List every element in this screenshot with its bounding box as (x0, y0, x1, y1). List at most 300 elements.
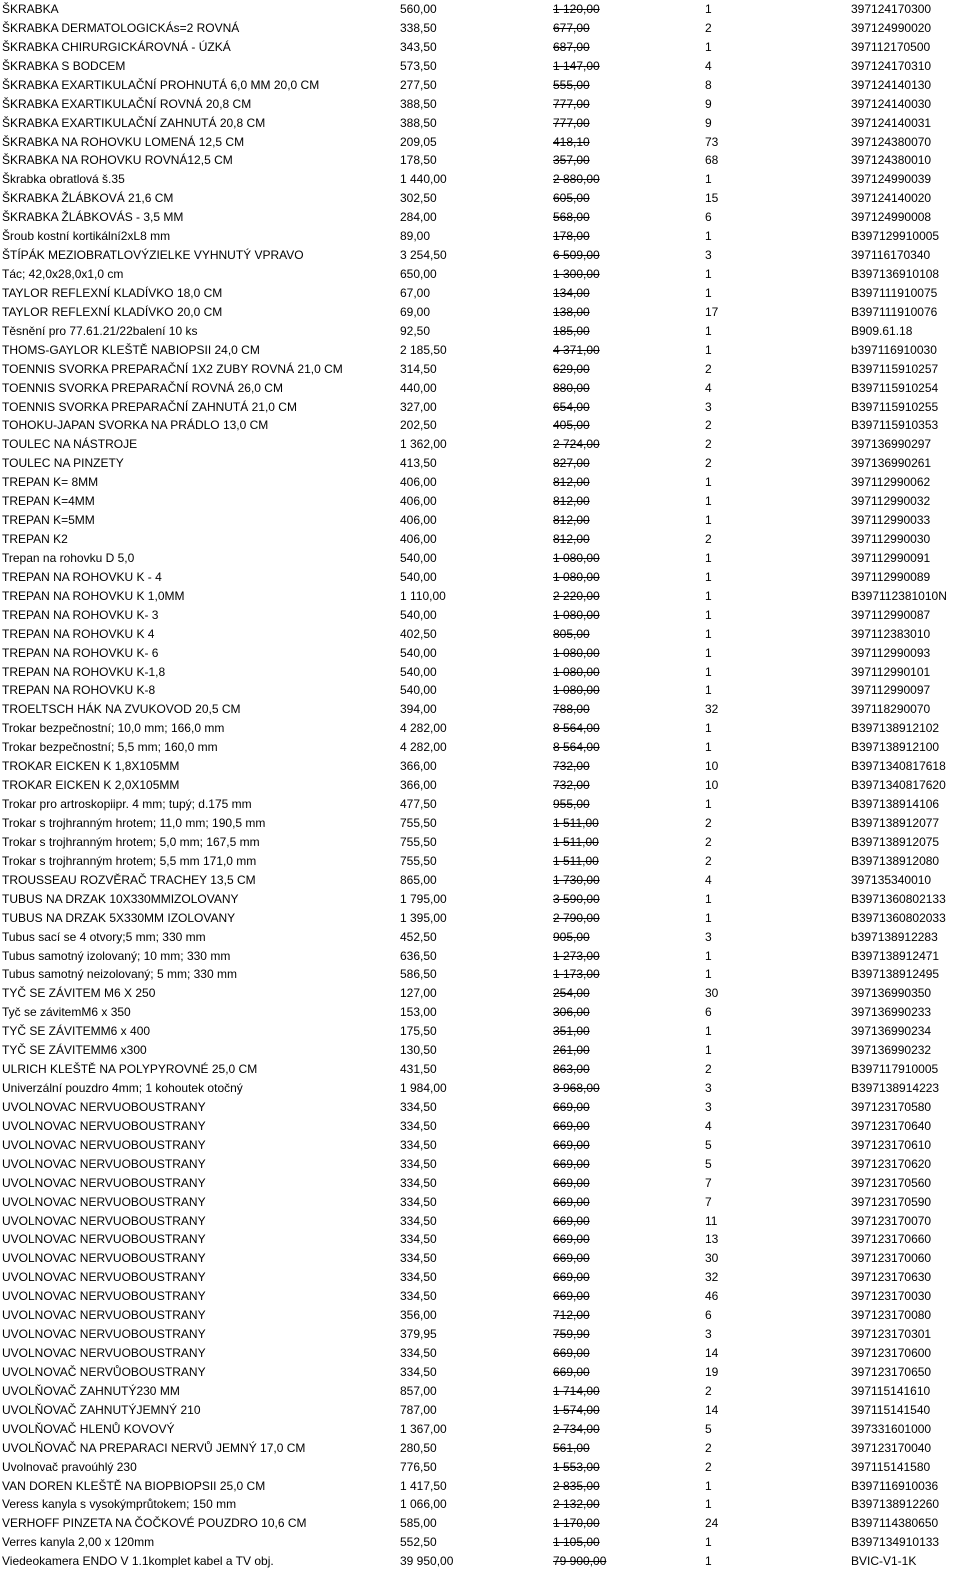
unit-price: 755,50 (400, 853, 437, 868)
item-name: ULRICH KLEŠTĚ NA POLYPYROVNÉ 25,0 CM (2, 1062, 258, 1077)
item-name: UVOLNOVAČ NERVŮOBOUSTRANY (2, 1364, 206, 1379)
item-code: 397112990030 (851, 532, 931, 547)
unit-price: 280,50 (400, 1440, 437, 1455)
item-code: B397138912471 (851, 948, 940, 963)
unit-price: 327,00 (400, 399, 437, 414)
item-name: UVOLNOVAC NERVUOBOUSTRANY (2, 1346, 206, 1361)
quantity: 1 (705, 664, 712, 679)
item-code: 397123170070 (851, 1213, 932, 1228)
table-row (0, 1193, 960, 1212)
item-name: THOMS-GAYLOR KLEŠTĚ NABIOPSII 24,0 CM (2, 342, 260, 357)
original-price: 1 300,00 (553, 267, 600, 282)
item-code: 397124140130 (851, 77, 932, 92)
unit-price: 334,50 (400, 1137, 437, 1152)
original-price: 629,00 (553, 361, 590, 376)
item-code: B397115910257 (851, 361, 939, 376)
item-name: ŠKRABKA (2, 2, 59, 16)
item-name: TREPAN K=4MM (2, 494, 95, 509)
original-price: 605,00 (553, 191, 590, 206)
quantity: 1 (705, 2, 712, 16)
item-name: UVOLNOVAC NERVUOBOUSTRANY (2, 1137, 206, 1152)
table-row (0, 1420, 960, 1439)
quantity: 1 (705, 550, 712, 565)
item-code: 397135340010 (851, 872, 932, 887)
table-row (0, 1136, 960, 1155)
table-row (0, 625, 960, 644)
item-code: B397138912077 (851, 815, 940, 830)
item-code: B397115910255 (851, 399, 939, 414)
table-row (0, 360, 960, 379)
item-code: B909.61.18 (851, 323, 913, 338)
item-name: UVOLŇOVAČ NA PREPARACI NERVŮ JEMNÝ 17,0 CM (2, 1440, 306, 1455)
item-name: ŠKRABKA NA ROHOVKU LOMENÁ 12,5 CM (2, 134, 245, 149)
table-row (0, 681, 960, 700)
original-price: 3 590,00 (553, 891, 600, 906)
unit-price: 787,00 (400, 1402, 437, 1417)
original-price: 732,00 (553, 759, 590, 774)
item-code: 397124140031 (851, 115, 932, 130)
unit-price: 379,95 (400, 1327, 437, 1342)
item-code: B397111910075 (851, 285, 938, 300)
item-name: UVOLNOVAC NERVUOBOUSTRANY (2, 1194, 206, 1209)
item-code: 397112990089 (851, 569, 931, 584)
item-name: UVOLNOVAC NERVUOBOUSTRANY (2, 1289, 206, 1304)
item-name: UVOLNOVAC NERVUOBOUSTRANY (2, 1175, 206, 1190)
item-code: 397123170301 (851, 1327, 932, 1342)
quantity: 1 (705, 967, 712, 982)
item-name: Tubus sací se 4 otvory;5 mm; 330 mm (2, 929, 206, 944)
table-row (0, 1325, 960, 1344)
item-code: B397114380650 (851, 1516, 939, 1531)
unit-price: 334,50 (400, 1346, 437, 1361)
item-code: 397123170600 (851, 1346, 932, 1361)
unit-price: 540,00 (400, 550, 437, 565)
table-row (0, 1022, 960, 1041)
item-code: 397123170590 (851, 1194, 932, 1209)
quantity: 1 (705, 569, 712, 584)
original-price: 2 790,00 (553, 910, 600, 925)
unit-price: 130,50 (400, 1043, 437, 1058)
quantity: 2 (705, 1062, 712, 1077)
item-name: UVOLNOVAC NERVUOBOUSTRANY (2, 1251, 206, 1266)
quantity: 1 (705, 1478, 712, 1493)
unit-price: 284,00 (400, 210, 437, 225)
item-code: 397136990297 (851, 437, 932, 452)
table-row (0, 1174, 960, 1193)
quantity: 1 (705, 683, 712, 698)
table-row (0, 322, 960, 341)
item-name: Univerzální pouzdro 4mm; 1 kohoutek otočný (2, 1081, 243, 1095)
original-price: 2 880,00 (553, 172, 600, 187)
item-name: TREPAN K= 8MM (2, 475, 99, 490)
unit-price: 540,00 (400, 645, 437, 660)
original-price: 1 170,00 (553, 1516, 600, 1531)
quantity: 1 (705, 740, 712, 755)
original-price: 687,00 (553, 39, 590, 54)
item-name: Trokar bezpečnostní; 5,5 mm; 160,0 mm (2, 740, 218, 755)
unit-price: 209,05 (400, 134, 437, 149)
quantity: 6 (705, 1308, 712, 1323)
item-name: Verres kanyla 2,00 x 120mm (2, 1535, 155, 1550)
item-code: 397124140030 (851, 96, 932, 111)
quantity: 5 (705, 1137, 712, 1152)
item-code: b397116910030 (851, 342, 937, 357)
quantity: 2 (705, 418, 712, 433)
item-code: B397136910108 (851, 267, 940, 282)
quantity: 1 (705, 285, 712, 300)
unit-price: 334,50 (400, 1251, 437, 1266)
original-price: 777,00 (553, 96, 590, 111)
table-row (0, 208, 960, 227)
unit-price: 4 282,00 (400, 740, 447, 755)
unit-price: 1 984,00 (400, 1081, 447, 1095)
original-price: 827,00 (553, 456, 590, 471)
quantity: 2 (705, 834, 712, 849)
original-price: 2 835,00 (553, 1478, 600, 1493)
quantity: 1 (705, 910, 712, 925)
item-code: BVIC-V1-1K (851, 1554, 917, 1569)
unit-price: 69,00 (400, 304, 431, 319)
table-row (0, 1003, 960, 1022)
original-price: 8 564,00 (553, 721, 600, 736)
unit-price: 857,00 (400, 1383, 437, 1398)
original-price: 669,00 (553, 1137, 590, 1152)
item-name: TREPAN NA ROHOVKU K- 3 (2, 607, 159, 622)
item-name: TOENNIS SVORKA PREPARAČNÍ ZAHNUTÁ 21,0 CM (2, 399, 297, 414)
table-row (0, 1363, 960, 1382)
item-code: 397116170340 (851, 248, 931, 263)
item-name: Trepan na rohovku D 5,0 (2, 550, 135, 565)
item-name: Trokar bezpečnostní; 10,0 mm; 166,0 mm (2, 721, 225, 736)
item-code: B397115910353 (851, 418, 939, 433)
original-price: 3 968,00 (553, 1081, 600, 1095)
table-row (0, 795, 960, 814)
item-name: TROUSSEAU ROZVĚRAČ TRACHEY 13,5 CM (2, 872, 256, 887)
item-name: TREPAN K=5MM (2, 513, 95, 528)
item-code: B397138912075 (851, 834, 940, 849)
original-price: 812,00 (553, 475, 590, 490)
quantity: 1 (705, 1497, 712, 1512)
quantity: 1 (705, 1554, 712, 1569)
table-row (0, 700, 960, 719)
table-row (0, 1552, 960, 1571)
item-code: B397111910076 (851, 304, 938, 319)
item-name: ŠKRABKA ŽLÁBKOVÁS - 3,5 MM (2, 210, 184, 225)
item-code: 397123170640 (851, 1118, 932, 1133)
original-price: 138,00 (553, 304, 590, 319)
item-code: B397134081761​8 (851, 759, 946, 774)
unit-price: 3 254,50 (400, 248, 447, 263)
original-price: 6 509,00 (553, 248, 600, 263)
table-row (0, 1306, 960, 1325)
table-row (0, 265, 960, 284)
item-name: Tubus samotný neizolovaný; 5 mm; 330 mm (2, 967, 237, 982)
item-code: B397138914106 (851, 797, 940, 812)
unit-price: 406,00 (400, 513, 437, 528)
quantity: 1 (705, 172, 712, 187)
unit-price: 1 395,00 (400, 910, 447, 925)
quantity: 2 (705, 1383, 712, 1398)
unit-price: 560,00 (400, 2, 437, 16)
unit-price: 540,00 (400, 664, 437, 679)
quantity: 2 (705, 20, 712, 35)
item-code: 397124990008 (851, 210, 932, 225)
item-code: 397124170300 (851, 2, 932, 16)
original-price: 357,00 (553, 153, 590, 168)
table-row (0, 1098, 960, 1117)
item-code: 397112990087 (851, 607, 931, 622)
item-name: UVOLNOVAC NERVUOBOUSTRANY (2, 1270, 206, 1285)
item-code: 397123170650 (851, 1364, 932, 1379)
item-code: 397112990101 (851, 664, 931, 679)
original-price: 1 105,00 (553, 1535, 600, 1550)
item-name: Viedeokamera ENDO V 1.1komplet kabel a TV obj. (2, 1554, 274, 1569)
quantity: 24 (705, 1516, 719, 1531)
unit-price: 343,50 (400, 39, 437, 54)
item-name: UVOLNOVAC NERVUOBOUSTRANY (2, 1213, 206, 1228)
original-price: 669,00 (553, 1270, 590, 1285)
original-price: 1 553,00 (553, 1459, 600, 1474)
original-price: 669,00 (553, 1346, 590, 1361)
item-code: 397124990020 (851, 20, 932, 35)
table-row (0, 151, 960, 170)
unit-price: 755,50 (400, 834, 437, 849)
item-name: TREPAN K2 (2, 532, 68, 547)
item-name: Tyč se závitemM6 x 350 (2, 1005, 131, 1020)
unit-price: 865,00 (400, 872, 437, 887)
quantity: 3 (705, 399, 712, 414)
unit-price: 153,00 (400, 1005, 437, 1020)
original-price: 418,10 (553, 134, 590, 149)
item-code: 397123170560 (851, 1175, 932, 1190)
unit-price: 334,50 (400, 1270, 437, 1285)
item-code: 397123170030 (851, 1289, 932, 1304)
quantity: 32 (705, 1270, 719, 1285)
table-row (0, 833, 960, 852)
quantity: 1 (705, 1043, 712, 1058)
item-code: 397124170310 (851, 58, 932, 73)
quantity: 4 (705, 58, 712, 73)
table-row (0, 1249, 960, 1268)
table-row (0, 1230, 960, 1249)
item-name: UVOLNOVAC NERVUOBOUSTRANY (2, 1156, 206, 1171)
quantity: 14 (705, 1402, 719, 1417)
unit-price: 178,50 (400, 153, 437, 168)
table-row (0, 984, 960, 1003)
unit-price: 334,50 (400, 1364, 437, 1379)
item-name: Uvolnovač pravoúhlý 230 (2, 1459, 137, 1474)
quantity: 2 (705, 853, 712, 868)
item-name: TOHOKU-JAPAN SVORKA NA PRÁDLO 13,0 CM (2, 418, 269, 433)
original-price: 732,00 (553, 778, 590, 793)
table-row (0, 890, 960, 909)
unit-price: 334,50 (400, 1213, 437, 1228)
table-row (0, 1514, 960, 1533)
item-code: B397138912102 (851, 721, 940, 736)
unit-price: 302,50 (400, 191, 437, 206)
original-price: 1 730,00 (553, 872, 600, 887)
quantity: 1 (705, 513, 712, 528)
quantity: 30 (705, 1251, 719, 1266)
item-name: Tác; 42,0x28,0x1,0 cm (2, 267, 124, 282)
unit-price: 540,00 (400, 569, 437, 584)
unit-price: 406,00 (400, 532, 437, 547)
table-row (0, 303, 960, 322)
item-name: TOULEC NA NÁSTROJE (2, 437, 138, 452)
quantity: 1 (705, 39, 712, 54)
unit-price: 540,00 (400, 683, 437, 698)
unit-price: 202,50 (400, 418, 437, 433)
item-name: TREPAN NA ROHOVKU K-1,8 (2, 664, 166, 679)
table-row (0, 757, 960, 776)
item-code: 397112990062 (851, 475, 931, 490)
quantity: 1 (705, 229, 712, 244)
original-price: 863,00 (553, 1062, 590, 1077)
item-name: VAN DOREN KLEŠTĚ NA BIOPBIOPSII 25,0 CM (2, 1478, 266, 1493)
item-code: 397123170610 (851, 1137, 932, 1152)
table-row (0, 776, 960, 795)
quantity: 15 (705, 191, 719, 206)
quantity: 11 (705, 1213, 718, 1228)
item-name: ŠKRABKA DERMATOLOGICKÁs=2 ROVNÁ (2, 20, 240, 35)
item-name: TUBUS NA DRZAK 10X330MMIZOLOVANY (2, 891, 239, 906)
original-price: 669,00 (553, 1364, 590, 1379)
original-price: 759,90 (553, 1327, 590, 1342)
unit-price: 334,50 (400, 1099, 437, 1114)
original-price: 1 574,00 (553, 1402, 600, 1417)
quantity: 19 (705, 1364, 719, 1379)
table-row (0, 114, 960, 133)
item-code: B397117910005 (851, 1062, 939, 1077)
quantity: 68 (705, 153, 719, 168)
item-code: B397136080213​3 (851, 891, 946, 906)
quantity: 2 (705, 815, 712, 830)
table-row (0, 1117, 960, 1136)
original-price: 669,00 (553, 1156, 590, 1171)
item-code: 397124380010 (851, 153, 932, 168)
original-price: 669,00 (553, 1099, 590, 1114)
item-name: TYČ SE ZÁVITEMM6 x300 (2, 1043, 147, 1058)
original-price: 2 132,00 (553, 1497, 600, 1512)
item-code: B397138912100 (851, 740, 940, 755)
item-name: TOULEC NA PINZETY (2, 456, 124, 471)
unit-price: 552,50 (400, 1535, 437, 1550)
item-code: B397112381010N (851, 588, 947, 603)
table-row (0, 0, 960, 19)
quantity: 1 (705, 475, 712, 490)
original-price: 812,00 (553, 513, 590, 528)
item-name: TREPAN NA ROHOVKU K 1,0MM (2, 588, 185, 603)
original-price: 788,00 (553, 702, 590, 717)
item-code: 397123170660 (851, 1232, 932, 1247)
table-row (0, 435, 960, 454)
unit-price: 1 066,00 (400, 1497, 447, 1512)
item-code: B397134081762​0 (851, 778, 946, 793)
item-name: Těsnění pro 77.61.21/22balení 10 ks (2, 323, 198, 338)
quantity: 7 (705, 1194, 712, 1209)
unit-price: 776,50 (400, 1459, 437, 1474)
original-price: 2 220,00 (553, 588, 600, 603)
item-name: TOENNIS SVORKA PREPARAČNÍ ROVNÁ 26,0 CM (2, 380, 283, 395)
quantity: 10 (705, 778, 719, 793)
item-code: 397123170620 (851, 1156, 932, 1171)
original-price: 669,00 (553, 1194, 590, 1209)
item-code: 397123170630 (851, 1270, 932, 1285)
unit-price: 650,00 (400, 267, 437, 282)
item-code: 397124140020 (851, 191, 932, 206)
table-row (0, 606, 960, 625)
unit-price: 431,50 (400, 1062, 437, 1077)
original-price: 79 900,00 (553, 1554, 607, 1569)
quantity: 2 (705, 361, 712, 376)
original-price: 2 734,00 (553, 1421, 600, 1436)
unit-price: 356,00 (400, 1308, 437, 1323)
quantity: 1 (705, 645, 712, 660)
table-row (0, 663, 960, 682)
item-name: TROELTSCH HÁK NA ZVUKOVOD 20,5 CM (2, 702, 241, 717)
table-row (0, 587, 960, 606)
original-price: 568,00 (553, 210, 590, 225)
item-name: ŠKRABKA EXARTIKULAČNÍ PROHNUTÁ 6,0 MM 20,0 CM (2, 77, 320, 92)
unit-price: 338,50 (400, 20, 437, 35)
original-price: 669,00 (553, 1251, 590, 1266)
unit-price: 413,50 (400, 456, 437, 471)
item-code: 397136990234 (851, 1024, 932, 1039)
quantity: 14 (705, 1346, 719, 1361)
item-name: Tubus samotný izolovaný; 10 mm; 330 mm (2, 948, 231, 963)
quantity: 3 (705, 929, 712, 944)
original-price: 178,00 (553, 229, 590, 244)
table-row (0, 284, 960, 303)
table-row (0, 1533, 960, 1552)
quantity: 2 (705, 437, 712, 452)
table-row (0, 1155, 960, 1174)
original-price: 555,00 (553, 77, 590, 92)
original-price: 2 724,00 (553, 437, 600, 452)
quantity: 5 (705, 1421, 712, 1436)
item-code: 397124380070 (851, 134, 932, 149)
item-code: B397116910036 (851, 1478, 939, 1493)
item-name: UVOLŇOVAČ HLENŮ KOVOVÝ (2, 1421, 175, 1436)
unit-price: 4 282,00 (400, 721, 447, 736)
table-row (0, 341, 960, 360)
original-price: 1 080,00 (553, 569, 600, 584)
unit-price: 334,50 (400, 1289, 437, 1304)
unit-price: 540,00 (400, 607, 437, 622)
original-price: 1 173,00 (553, 967, 600, 982)
item-name: UVOLNOVAC NERVUOBOUSTRANY (2, 1099, 206, 1114)
quantity: 2 (705, 456, 712, 471)
item-code: B397138912080 (851, 853, 940, 868)
item-code: 397112990033 (851, 513, 931, 528)
table-row (0, 38, 960, 57)
item-code: 397112383010 (851, 626, 931, 641)
item-name: UVOLŇOVAČ ZAHNUTÝJEMNÝ 210 (2, 1402, 201, 1417)
table-row (0, 852, 960, 871)
item-name: TROKAR EICKEN K 2,0X105MM (2, 778, 180, 793)
item-code: 397123170580 (851, 1099, 932, 1114)
quantity: 1 (705, 1024, 712, 1039)
table-row (0, 133, 960, 152)
table-row (0, 170, 960, 189)
unit-price: 1 362,00 (400, 437, 447, 452)
item-name: TROKAR EICKEN K 1,8X105MM (2, 759, 180, 774)
table-row (0, 1458, 960, 1477)
item-code: b397138912283 (851, 929, 938, 944)
quantity: 30 (705, 986, 719, 1001)
original-price: 185,00 (553, 323, 590, 338)
table-row (0, 398, 960, 417)
